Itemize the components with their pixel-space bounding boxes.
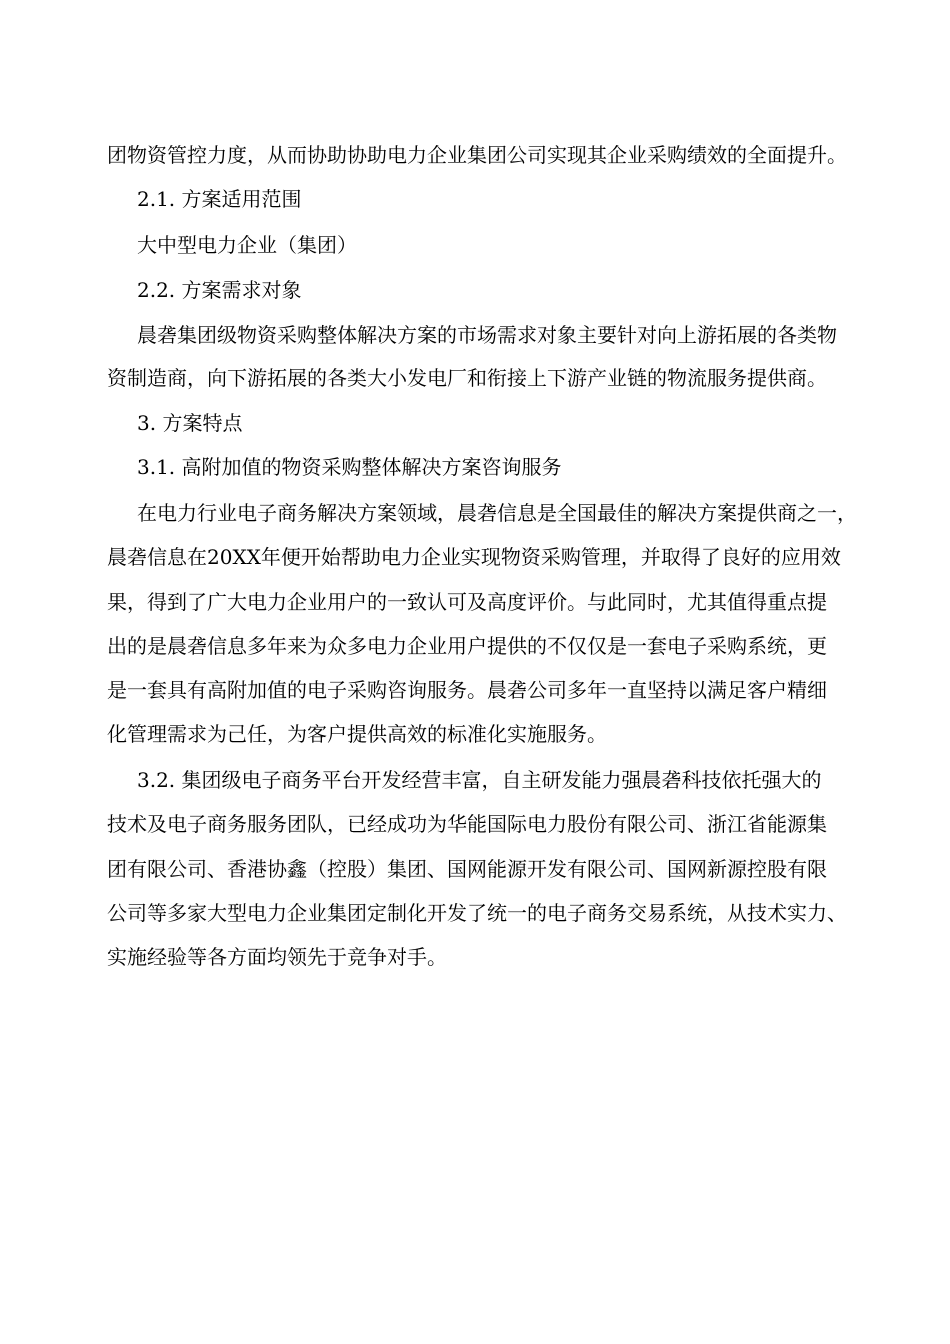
text-line: 果，得到了广大电力企业用户的一致认可及高度评价。与此同时，尤其值得重点提 <box>107 590 827 614</box>
text-line: 资制造商，向下游拓展的各类大小发电厂和衔接上下游产业链的物流服务提供商。 <box>107 366 827 390</box>
text-line: 在电力行业电子商务解决方案领域，晨砻信息是全国最佳的解决方案提供商之一， <box>137 501 857 525</box>
text-line: 晨砻集团级物资采购整体解决方案的市场需求对象主要针对向上游拓展的各类物 <box>137 323 837 347</box>
text-line: 公司等多家大型电力企业集团定制化开发了统一的电子商务交易系统，从技术实力、 <box>107 901 847 925</box>
text-line: 出的是晨砻信息多年来为众多电力企业用户提供的不仅仅是一套电子采购系统，更 <box>107 634 827 658</box>
text-line: 晨砻信息在20XX年便开始帮助电力企业实现物资采购管理，并取得了良好的应用效 <box>107 545 841 569</box>
section-heading: 3. 方案特点 <box>137 411 243 435</box>
text-line: 是一套具有高附加值的电子采购咨询服务。晨砻公司多年一直坚持以满足客户精细 <box>107 678 827 702</box>
text-line: 实施经验等各方面均领先于竞争对手。 <box>107 945 447 969</box>
text-line: 团物资管控力度，从而协助协助电力企业集团公司实现其企业采购绩效的全面提升。 <box>107 143 847 167</box>
text-line: 大中型电力企业（集团） <box>137 233 357 257</box>
section-heading: 3.2. 集团级电子商务平台开发经营丰富，自主研发能力强晨砻科技依托强大的 <box>137 768 822 792</box>
section-heading: 2.1. 方案适用范围 <box>137 187 302 211</box>
text-line: 化管理需求为己任，为客户提供高效的标准化实施服务。 <box>107 722 607 746</box>
section-heading: 3.1. 高附加值的物资采购整体解决方案咨询服务 <box>137 455 562 479</box>
text-line: 团有限公司、香港协鑫（控股）集团、国网能源开发有限公司、国网新源控股有限 <box>107 857 827 881</box>
section-heading: 2.2. 方案需求对象 <box>137 278 302 302</box>
text-line: 技术及电子商务服务团队，已经成功为华能国际电力股份有限公司、浙江省能源集 <box>107 812 827 836</box>
